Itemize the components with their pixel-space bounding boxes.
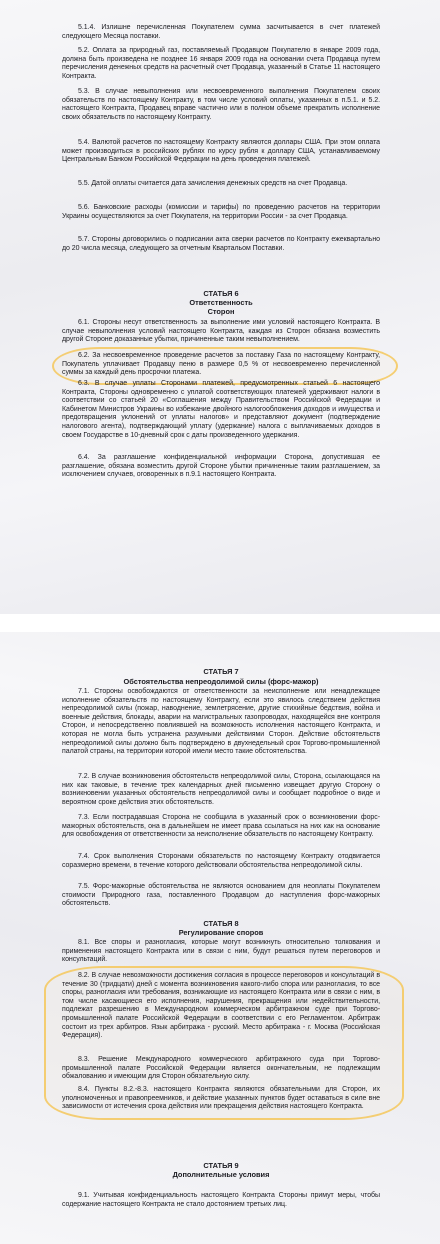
clause-8-3: 8.3. Решение Международного коммерческого арбитражного суда при Торгово-промышленной палате Российской Федерации является окончательным, не подлежащим обжалованию и имеющим для Сторон обязательную силу.: [62, 1056, 380, 1081]
clause-7-1: 7.1. Стороны освобождаются от ответственности за неисполнение или ненадлежащее исполнение обязательств по настоящему Контракту, если это явилось следствием действия непреодолимой силы (пожар, наводнение, землетрясение, другие стихийные бедствия, война и военные действия, блокады, аварии на магистральных газопроводах, находящейся вне контроля Сторон, и непосредственно повлиявшей на возможность исполнения настоящего Контракта, и которая не могла быть устранена разумными действиями Сторон. Действие обстоятельств непреодолимой силы должно быть подтверждено в двухнедельный срок Торгово-промышленной палатой страны, на территории которой имели место такие обстоятельства.: [62, 688, 380, 756]
clause-5-1-4: 5.1.4. Излишне перечисленная Покупателем сумма засчитывается в счет платежей следующего Месяца поставки.: [62, 24, 380, 40]
article-9-subtitle: Дополнительные условия: [172, 1170, 270, 1179]
article-6-subtitle-2: Сторон: [207, 307, 235, 316]
clause-9-1: 9.1. Учитывая конфиденциальность настоящего Контракта Стороны примут меры, чтобы содержание настоящего Контракта не стало достоянием третьих лиц.: [62, 1192, 380, 1208]
clause-6-3: 6.3. В случае уплаты Сторонами платежей, предусмотренных статьей 6 настоящего Контракта, Стороны одновременно с уплатой соответствующих платежей удерживают налоги в соответствии со статьей 20 «Соглашения между Правительством Российской Федерации и Кабинетом Министров Украины во избежание двойного налогообложения доходов и имущества и предотвращения уклонений от уплаты налогов» и представляют документ (подтверждение налогового агента), подтверждающий уплату (удержание) налога с выплачиваемых доходов в своем Государстве в 10-дневный срок с даты произведенного удержания.: [62, 380, 380, 439]
clause-7-4: 7.4. Срок выполнения Сторонами обязательств по настоящему Контракту отодвигается соразмерно времени, в течение которого действовали обстоятельства непреодолимой силы.: [62, 853, 380, 869]
clause-5-3: 5.3. В случае невыполнения или несвоевременного выполнения Покупателем своих обязательств по настоящему Контракту, в том числе условий оплаты, указанных в п.5.1. и 5.2. настоящего Контракта, Продавец вправе частично или в полном объеме прекратить исполнение своих обязательств по настоящему Контракту.: [62, 88, 380, 121]
page-gap: [0, 614, 440, 632]
clause-6-2: 6.2. За несвоевременное проведение расчетов за поставку Газа по настоящему Контракту, Покупатель уплачивает Продавцу пеню в размере 0,5 % от несвоевременно перечисленной суммы за каждый день просрочки платежа.: [62, 352, 380, 377]
clause-8-4: 8.4. Пункты 8.2.-8.3. настоящего Контракта являются обязательными для Сторон, их уполномоченных и правопреемников, и действие указанных пунктов будет оставаться в силе вне зависимости от истечения срока действия или прекращения действия настоящего Контракта.: [62, 1086, 380, 1111]
clause-6-1: 6.1. Стороны несут ответственность за выполнение ими условий настоящего Контракта. В случае невыполнения условий настоящего Контракта, каждая из Сторон обязана возместить другой Стороне доказанные убытки, причиненные таким невыполнением.: [62, 319, 380, 344]
clause-6-4: 6.4. За разглашение конфиденциальной информации Сторона, допустившая ее разглашение, обязана возместить другой Стороне убытки причиненные таким разглашением, за исключением случаев, оговоренных в п.9.1 настоящего Контракта.: [62, 454, 380, 479]
clause-8-1: 8.1. Все споры и разногласия, которые могут возникнуть относительно толкования и применения настоящего Контракта или в связи с ним, будут решаться путем переговоров и консультаций.: [62, 939, 380, 964]
clause-5-4: 5.4. Валютой расчетов по настоящему Контракту являются доллары США. При этом оплата может производиться в российских рублях по курсу рубля к доллару США, устанавливаемому Центральным Банком Российской Федерации на день проведения платежей.: [62, 139, 380, 164]
clause-5-2: 5.2. Оплата за природный газ, поставляемый Продавцом Покупателю в январе 2009 года, должна быть произведена не позднее 16 января 2009 года на основании счета Продавца путем перечисления денежных средств на расчетный счет Продавца, указанный в Статье 11 настоящего Контракта.: [62, 47, 380, 80]
article-8-title: СТАТЬЯ 8: [203, 919, 239, 928]
clause-7-5: 7.5. Форс-мажорные обстоятельства не являются основанием для неоплаты Покупателем стоимости Природного газа, поставленного Продавцом до наступления форс-мажорных обстоятельств.: [62, 883, 380, 908]
document-page-1: [0, 0, 440, 614]
article-8-subtitle: Регулирование споров: [178, 928, 264, 937]
clause-5-5: 5.5. Датой оплаты считается дата зачисления денежных средств на счет Продавца.: [78, 180, 348, 187]
document-page-2: [0, 632, 440, 1244]
clause-7-3: 7.3. Если пострадавшая Сторона не сообщила в указанный срок о возникновении форс-мажорных обстоятельств, она в дальнейшем не имеет права ссылаться на них как на основание для освобождения от ответственности за неисполнение обязательств по настоящему Контракту.: [62, 814, 380, 839]
article-6-title: СТАТЬЯ 6: [203, 289, 239, 298]
article-6-subtitle-1: Ответственность: [189, 298, 253, 307]
clause-8-2: 8.2. В случае невозможности достижения согласия в процессе переговоров и консультаций в течение 30 (тридцати) дней с момента возникновения какого-либо спора или разногласия, то все споры, разногласия или требования, возникающие из настоящего Контракта или в связи с ним, в том числе касающиеся его исполнения, нарушения, прекращения или недействительности, подлежат разрешению в Международном коммерческом арбитражном суде при Торгово-промышленной палате Российской Федерации в соответствии с его Регламентом. Арбитраж состоит из трех арбитров. Язык арбитража - русский. Место арбитража - г. Москва (Российская Федерация).: [62, 972, 380, 1040]
article-9-title: СТАТЬЯ 9: [203, 1161, 239, 1170]
clause-5-6: 5.6. Банковские расходы (комиссии и тарифы) по проведению расчетов на территории Украины осуществляются за счет Покупателя, на территории России - за счет Продавца.: [62, 204, 380, 220]
article-7-subtitle: Обстоятельства непреодолимой силы (форс-мажор): [123, 677, 319, 686]
article-7-title: СТАТЬЯ 7: [203, 667, 239, 676]
clause-7-2: 7.2. В случае возникновения обстоятельств непреодолимой силы, Сторона, ссылающаяся на них как таковые, в течение трех календарных дней письменно извещает другую Сторону о возникновении указанных обстоятельств непреодолимой силы и сообщает подробное о виде и вероятном сроке действия этих обстоятельств.: [62, 773, 380, 806]
clause-5-7: 5.7. Стороны договорились о подписании акта сверки расчетов по Контракту ежеквартально до 20 числа месяца, следующего за отчетным Квартальом Поставки.: [62, 236, 380, 252]
